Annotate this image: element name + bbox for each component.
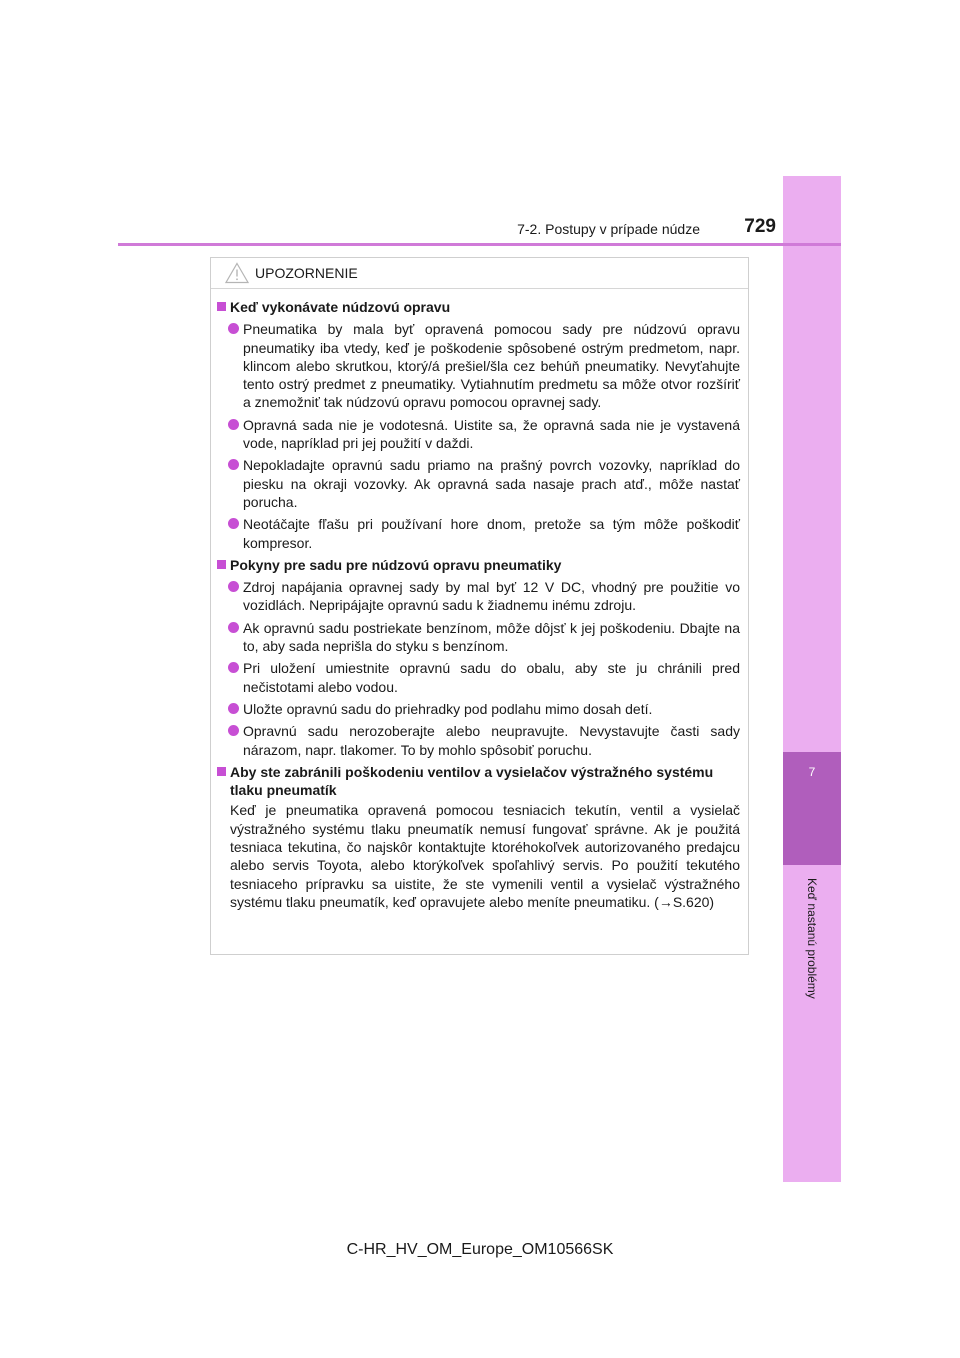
square-bullet-icon — [217, 767, 226, 776]
list-item: Nepokladajte opravnú sadu priamo na prašný povrch vozovky, napríklad do piesku na okraji vozovky. Ak opravná sada nasaje prach atď., môže nastať porucha. — [217, 456, 740, 511]
square-bullet-icon — [217, 302, 226, 311]
section-heading: Keď vykonávate núdzovú opravu — [217, 298, 740, 316]
list-item: Opravnú sadu nerozoberajte alebo neupravujte. Nevystavujte časti sady nárazom, napr. tlakomer. To by mohlo spôsobiť poruchu. — [217, 722, 740, 759]
list-item: Uložte opravnú sadu do priehradky pod podlahu mimo dosah detí. — [217, 700, 740, 718]
circle-bullet-icon — [228, 662, 239, 673]
list-item: Pri uložení umiestnite opravnú sadu do obalu, aby ste ju chránili pred nečistotami alebo vodou. — [217, 659, 740, 696]
list-item: Pneumatika by mala byť opravená pomocou sady pre núdzovú opravu pneumatiky iba vtedy, keď je poškodenie spôsobené ostrým predmetom, napr. klincom alebo skrutkou, ktorý/á prešiel/šla cez behúň pneumatiky. Nevyťahujte tento ostrý predmet z pneumatiky. Vytiahnutím predmetu sa môže otvor rozšíriť a znemožniť tak núdzovú opravu pomocou opravnej sady. — [217, 320, 740, 411]
chapter-number: 7 — [808, 765, 816, 779]
circle-bullet-icon — [228, 581, 239, 592]
square-bullet-icon — [217, 560, 226, 569]
section-heading: Pokyny pre sadu pre núdzovú opravu pneumatiky — [217, 556, 740, 574]
circle-bullet-icon — [228, 419, 239, 430]
warning-box — [210, 257, 749, 955]
chapter-side-tab — [783, 176, 841, 1182]
section-title: 7-2. Postupy v prípade núdze — [517, 221, 700, 237]
circle-bullet-icon — [228, 459, 239, 470]
circle-bullet-icon — [228, 703, 239, 714]
warning-title: UPOZORNENIE — [255, 265, 358, 281]
page-number: 729 — [744, 216, 776, 237]
circle-bullet-icon — [228, 323, 239, 334]
section-heading: Aby ste zabránili poškodeniu ventilov a vysielačov výstražného systému tlaku pneumatík — [217, 763, 740, 800]
list-item: Zdroj napájania opravnej sady by mal byť 12 V DC, vhodný pre použitie vo vozidlách. Nepripájajte opravnú sadu k žiadnemu inému zdroju. — [217, 578, 740, 615]
list-item: Neotáčajte fľašu pri používaní hore dnom, pretože sa tým môže poškodiť kompresor. — [217, 515, 740, 552]
chapter-title: Keď nastanú problémy — [805, 878, 819, 999]
circle-bullet-icon — [228, 725, 239, 736]
warning-body — [211, 289, 748, 911]
section-paragraph: Keď je pneumatika opravená pomocou tesniacich tekutín, ventil a vysielač výstražného systému tlaku pneumatík nemusí fungovať správne. Ak je použitá tesniaca tekutina, čo najskôr kontaktujte ktoréhokoľvek autorizovaného predajcu alebo servis Toyota, alebo ktorýkoľvek spoľahlivý servis. Po použití tekutého tesniaceho prípravku sa uistite, že ste vymenili ventil a vysielač výstražného systému tlaku pneumatík, keď opravujete alebo meníte pneumatiku. (→S.620) — [230, 802, 740, 910]
list-item: Ak opravnú sadu postriekate benzínom, môže dôjsť k jej poškodeniu. Dbajte na to, aby sada neprišla do styku s benzínom. — [217, 619, 740, 656]
document-code: C-HR_HV_OM_Europe_OM10566SK — [346, 1241, 614, 1258]
warning-header — [211, 258, 748, 289]
circle-bullet-icon — [228, 518, 239, 529]
header-rule — [118, 243, 841, 246]
circle-bullet-icon — [228, 622, 239, 633]
warning-triangle-icon — [225, 262, 249, 284]
list-item: Opravná sada nie je vodotesná. Uistite sa, že opravná sada nie je vystavená vode, napríklad pri jej použití v daždi. — [217, 416, 740, 453]
